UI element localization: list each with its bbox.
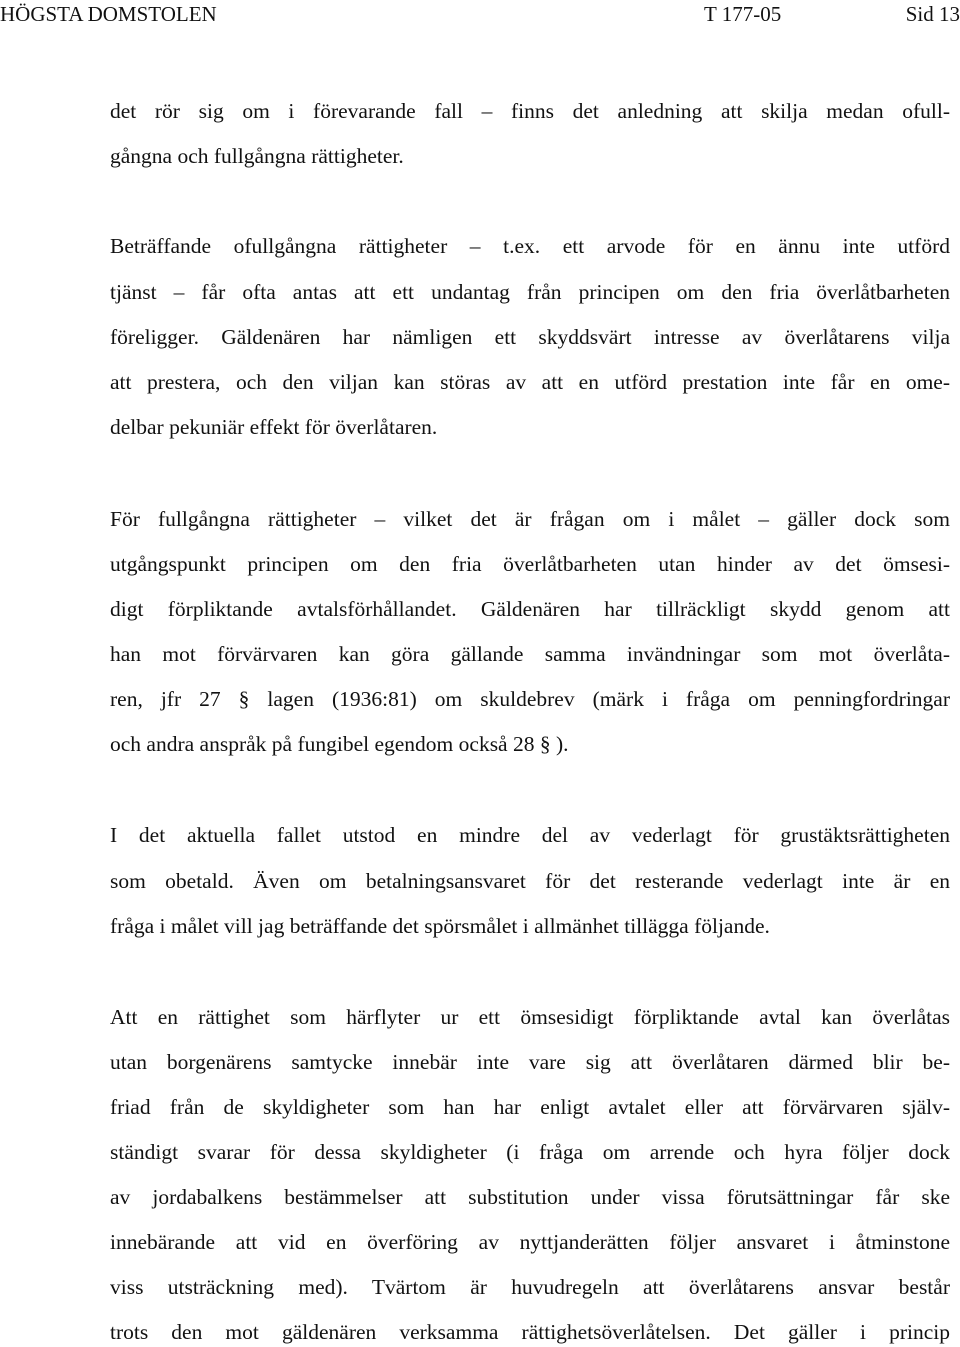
text-line: av jordabalkens bestämmelser att substitution under vissa förutsättningar får ske	[110, 1185, 950, 1209]
text-line: utan borgenärens samtycke innebär inte vare sig att överlåtaren därmed blir be-	[110, 1050, 950, 1074]
text-line: Beträffande ofullgångna rättigheter – t.ex. ett arvode för en ännu inte utförd	[110, 234, 950, 258]
text-line: ständigt svarar för dessa skyldigheter (i fråga om arrende och hyra följer dock	[110, 1140, 950, 1164]
text-line: delbar pekuniär effekt för överlåtaren.	[110, 415, 438, 439]
text-line: att prestera, och den viljan kan störas av att en utförd prestation inte får en ome-	[110, 370, 950, 394]
text-line: föreligger. Gäldenären har nämligen ett skyddsvärt intresse av överlåtarens vilja	[110, 325, 950, 349]
page-number: Sid 13	[905, 2, 960, 26]
text-line: I det aktuella fallet utstod en mindre del av vederlagt för grustäktsrättigheten	[110, 823, 950, 847]
text-line: det rör sig om i förevarande fall – finns det anledning att skilja medan ofull-	[110, 99, 950, 123]
text-line: digt förpliktande avtalsförhållandet. Gäldenären har tillräckligt skydd genom att	[110, 597, 950, 621]
court-name: HÖGSTA DOMSTOLEN	[0, 2, 217, 26]
text-line: innebärande att vid en överföring av nyttjanderätten följer ansvaret i åtminstone	[110, 1230, 950, 1254]
page-header	[0, 0, 960, 30]
text-line: tjänst – får ofta antas att ett undantag från principen om den fria överlåtbarheten	[110, 280, 950, 304]
case-number: T 177-05	[704, 2, 782, 26]
text-line: gångna och fullgångna rättigheter.	[110, 144, 404, 168]
text-line: fråga i målet vill jag beträffande det spörsmålet i allmänhet tillägga följande.	[110, 914, 770, 938]
text-line: utgångspunkt principen om den fria överlåtbarheten utan hinder av det ömsesi-	[110, 552, 950, 576]
text-line: trots den mot gäldenären verksamma rättighetsöverlåtelsen. Det gäller i princip	[110, 1320, 950, 1344]
text-line: och andra anspråk på fungibel egendom också 28 § ).	[110, 732, 569, 756]
text-line: han mot förvärvaren kan göra gällande samma invändningar som mot överlåta-	[110, 642, 950, 666]
text-line: För fullgångna rättigheter – vilket det är frågan om i målet – gäller dock som	[110, 507, 950, 531]
text-line: Att en rättighet som härflyter ur ett ömsesidigt förpliktande avtal kan överlåtas	[110, 1005, 950, 1029]
text-line: friad från de skyldigheter som han har enligt avtalet eller att förvärvaren själv-	[110, 1095, 950, 1119]
text-line: viss utsträckning med). Tvärtom är huvudregeln att överlåtarens ansvar består	[110, 1275, 950, 1299]
text-line: som obetald. Även om betalningsansvaret för det resterande vederlagt inte är en	[110, 869, 950, 893]
text-line: ren, jfr 27 § lagen (1936:81) om skuldebrev (märk i fråga om penningfordringar	[110, 687, 950, 711]
